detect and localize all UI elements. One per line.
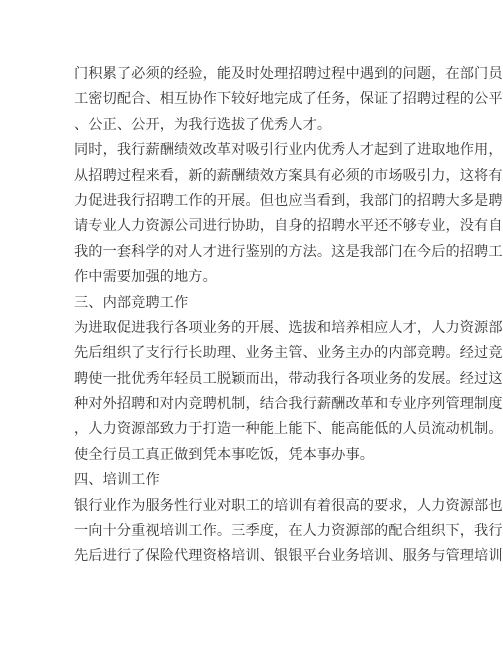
- text-line: 使全行员工真正做到凭本事吃饭，凭本事办事。: [74, 446, 375, 463]
- text-line: ，人力资源部致力于打造一种能上能下、能高能低的人员流动机制。: [74, 421, 503, 438]
- text-line: 种对外招聘和对内竞聘机制，结合我行薪酬改革和专业序列管理制度: [74, 396, 503, 413]
- text-line: 先后组织了支行行长助理、业务主管、业务主办的内部竞聘。经过竞: [74, 345, 503, 362]
- text-line: 银行业作为服务性行业对职工的培训有着很高的要求，人力资源部也: [74, 497, 503, 514]
- text-line: 作中需要加强的地方。: [74, 269, 217, 286]
- section-heading: 四、培训工作: [74, 472, 160, 489]
- section-heading: 三、内部竞聘工作: [74, 294, 189, 311]
- text-line: 门积累了必须的经验，能及时处理招聘过程中遇到的问题，在部门员: [74, 66, 503, 82]
- text-line: 聘使一批优秀年轻员工脱颖而出，带动我行各项业务的发展。经过这: [74, 370, 503, 387]
- text-line: 从招聘过程来看，新的薪酬绩效方案具有必须的市场吸引力，这将有: [74, 167, 503, 184]
- text-line: 我的一套科学的对人才进行鉴别的方法。这是我部门在今后的招聘工: [74, 243, 503, 260]
- text-line: 力促进我行招聘工作的开展。但也应当看到，我部门的招聘大多是聘: [74, 192, 503, 209]
- text-line: 同时，我行薪酬绩效改革对吸引行业内优秀人才起到了进取地作用，: [74, 142, 503, 159]
- text-line: 先后进行了保险代理资格培训、银银平台业务培训、服务与管理培训: [74, 548, 503, 565]
- text-line: 、公正、公开，为我行选拔了优秀人才。: [74, 116, 332, 133]
- text-line: 请专业人力资源公司进行协助，自身的招聘水平还不够专业，没有自: [74, 218, 503, 235]
- text-line: 工密切配合、相互协作下较好地完成了任务，保证了招聘过程的公平: [74, 91, 503, 108]
- document-body: [74, 62, 503, 570]
- text-line: 一向十分重视培训工作。三季度，在人力资源部的配合组织下，我行: [74, 523, 503, 540]
- text-line: 为进取促进我行各项业务的开展、选拔和培养相应人才，人力资源部: [74, 319, 503, 336]
